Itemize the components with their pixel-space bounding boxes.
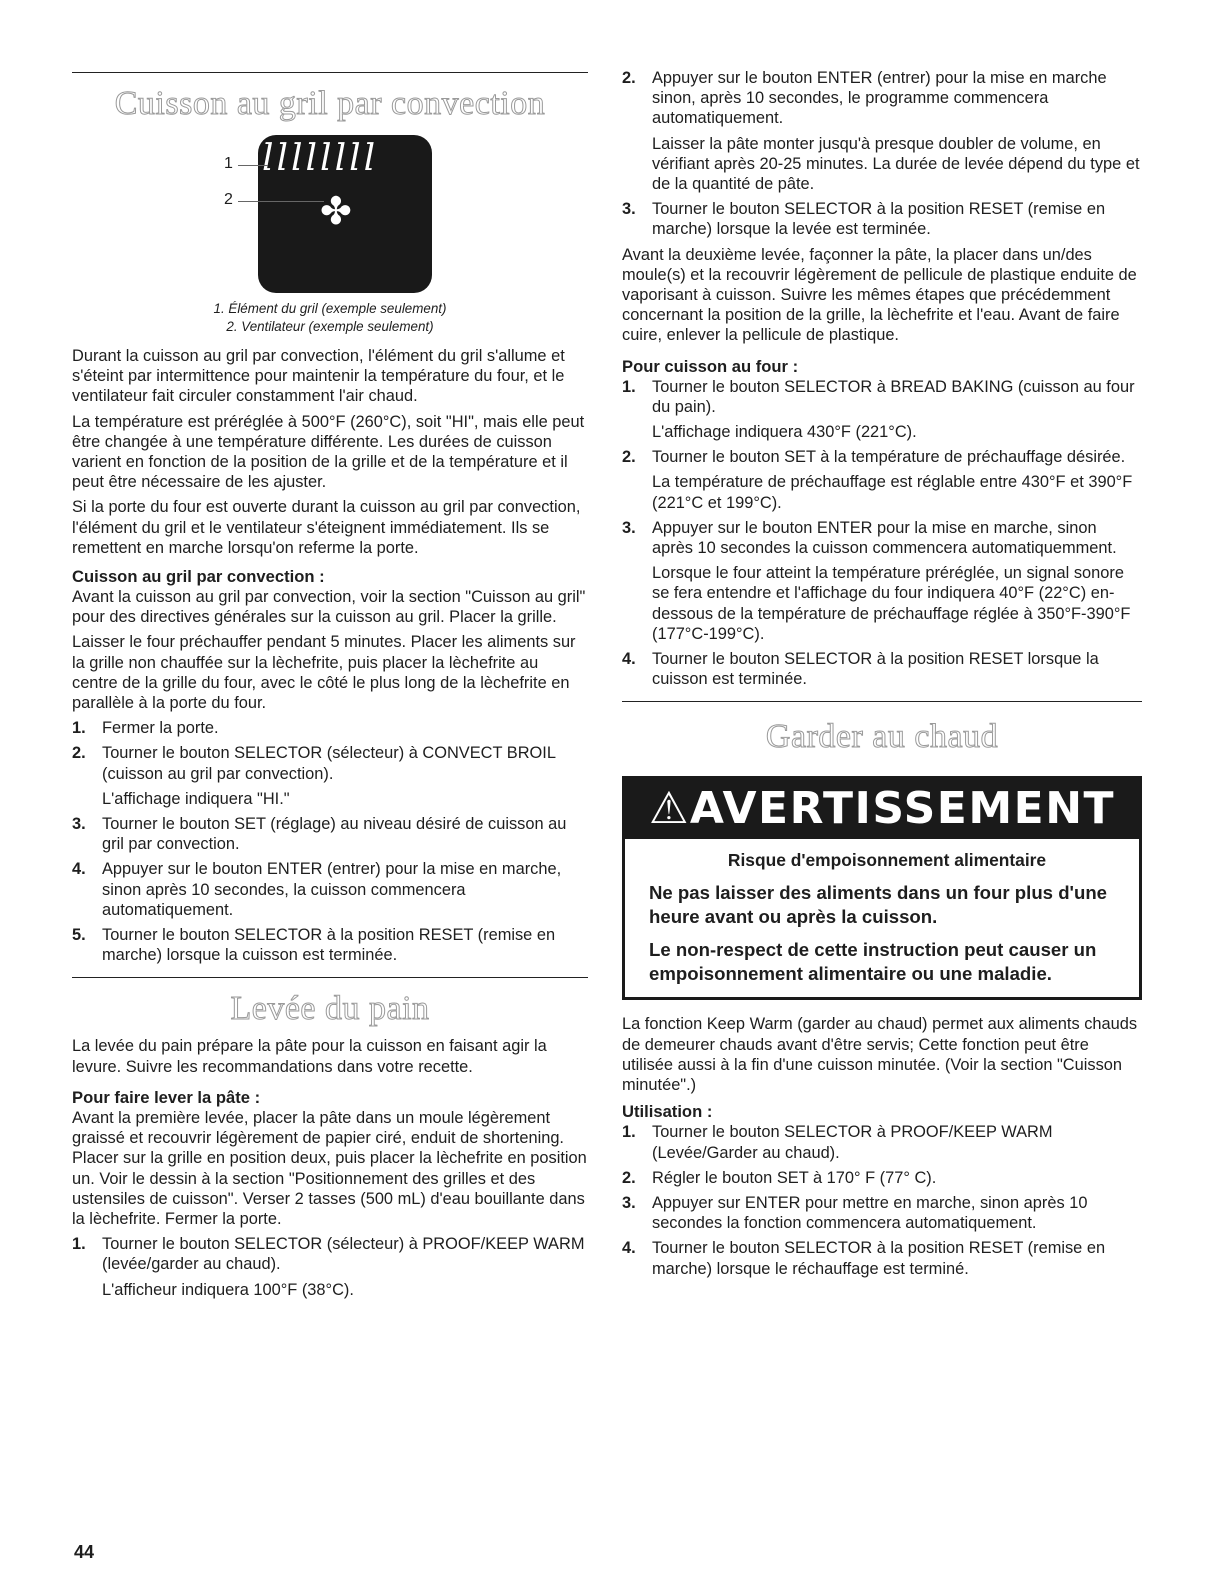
paragraph: Durant la cuisson au gril par convection, l'élément du gril s'allume et s'éteint par intermittence pour maintenir la température du four, et le ventilateur fait circuler constamment l'air chaud. [72, 347, 565, 406]
paragraph: Avant la première levée, placer la pâte dans un moule légèrement graissé et recouvrir légèrement de papier ciré, enduit de shortening. Placer sur la grille en position deux, puis placer la lèchefrite en position un. Voir le dessin à la section "Positionnement des grilles et des ustensiles de cuisson". Verser 2 tasses (500 mL) d'eau bouillante dans la lèchefrite. Fermer la porte. [72, 1108, 587, 1228]
list-item: 5. Tourner le bouton SELECTOR à la position RESET (remise en marche) lorsque la cuisson est terminée. [72, 926, 556, 965]
list-item: 2. Tourner le bouton SELECTOR (sélecteur) à CONVECT BROIL (cuisson au gril par convection). L'affichage indiquera "HI." [72, 743, 588, 809]
warning-box [622, 776, 1142, 1000]
list-item: 1. Tourner le bouton SELECTOR à PROOF/KEEP WARM (Levée/Garder au chaud). [622, 1123, 1053, 1162]
list-item: 2. Tourner le bouton SET à la température de préchauffage désirée. La température de préchauffage est réglable entre 430°F et 390°F (221°C et 199°C). [622, 447, 1142, 513]
step-note: L'affichage indiquera "HI." [102, 789, 290, 808]
broil-element-icon: llllllll [262, 138, 379, 179]
subheading: Pour faire lever la pâte : [72, 1087, 261, 1107]
right-column [622, 0, 1142, 1284]
warning-text: Ne pas laisser des aliments dans un four plus d'une heure avant ou après la cuisson. [649, 882, 1108, 927]
paragraph: Si la porte du four est ouverte durant la cuisson au gril par convection, l'élément du gril et le ventilateur s'éteignent immédiatement. Ils se remettent en marche lorsqu'on referme la porte. [72, 498, 581, 557]
warning-text: Le non-respect de cette instruction peut causer un empoisonnement alimentaire ou une maladie. [649, 939, 1097, 984]
convection-broil-steps [72, 718, 588, 965]
paragraph: Laisser le four préchauffer pendant 5 minutes. Placer les aliments sur la grille non chauffée sur la lèchefrite, puis placer la lèchefrite au centre de la grille du four, avec le côté le plus long de la lèchefrite en parallèle à la porte du four. [72, 633, 576, 713]
warning-body [625, 839, 1139, 997]
section-title-convection-broil: Cuisson au gril par convection [114, 85, 546, 122]
section-rule [72, 977, 588, 978]
list-item: 4. Appuyer sur le bouton ENTER (entrer) pour la mise en marche, sinon après 10 secondes, la cuisson commencera automatiquement. [72, 860, 562, 919]
callout-1-leader [238, 165, 268, 166]
fan-icon: ✤ [320, 191, 352, 233]
callout-1: 1 [224, 155, 233, 172]
list-item: 4. Tourner le bouton SELECTOR à la position RESET (remise en marche) lorsque le réchauffage est terminé. [622, 1239, 1106, 1278]
left-column [72, 0, 588, 1305]
paragraph: Avant la deuxième levée, façonner la pâte, la placer dans un/des moule(s) et la recouvrir légèrement de pellicule de plastique enduite de vaporisant à cuisson. Suivre les mêmes étapes que précédemment concernant la position de la grille, la lèchefrite et l'eau. Avant de faire cuire, enlever la pellicule de plastique. [622, 245, 1137, 345]
paragraph: Avant la cuisson au gril par convection, voir la section "Cuisson au gril" pour des directives générales sur la cuisson au gril. Placer la grille. [72, 588, 586, 627]
proofing-steps-continued [622, 68, 1142, 240]
list-item: 1. Tourner le bouton SELECTOR (sélecteur) à PROOF/KEEP WARM (levée/garder au chaud). L'afficheur indiquera 100°F (38°C). [72, 1234, 588, 1300]
oven-cavity-illustration [258, 135, 432, 293]
list-item: 3. Tourner le bouton SELECTOR à la position RESET (remise en marche) lorsque la levée est terminée. [622, 200, 1106, 239]
page-number: 44 [74, 1542, 95, 1562]
section-title-keep-warm: Garder au chaud [765, 718, 999, 756]
list-item: 1. Tourner le bouton SELECTOR à BREAD BAKING (cuisson au four du pain). L'affichage indiquera 430°F (221°C). [622, 377, 1142, 443]
subheading: Utilisation : [622, 1102, 713, 1122]
callout-2: 2 [224, 191, 233, 208]
warning-title: AVERTISSEMENT [689, 783, 1116, 835]
figure-caption-1: 1. Élément du gril (exemple seulement) [213, 301, 447, 316]
warning-triangle-icon: ⚠ [648, 783, 690, 835]
step-note: L'afficheur indiquera 100°F (38°C). [102, 1280, 354, 1299]
section-rule [622, 701, 1142, 702]
list-item: 3. Appuyer sur le bouton ENTER pour la mise en marche, sinon après 10 secondes la cuisson commencera automatiquemment. Lorsque le four atteint la température préréglée, un signal sonore se fera entendre et l'affichage du four indiquera 40°F (22°C) en-dessous de la température de préchauffage réglée à 350°F-390°F (177°C-199°C). [622, 518, 1142, 644]
list-item: 1. Fermer la porte. [72, 719, 219, 738]
proofing-steps [72, 1234, 588, 1300]
oven-diagram [72, 135, 588, 300]
figure-caption-2: 2. Ventilateur (exemple seulement) [226, 319, 434, 334]
subheading: Pour cuisson au four : [622, 356, 799, 376]
list-item: 3. Appuyer sur ENTER pour mettre en marche, sinon après 10 secondes la fonction commencera automatiquement. [622, 1193, 1088, 1233]
subheading: Cuisson au gril par convection : [72, 567, 325, 587]
keep-warm-steps [622, 1122, 1142, 1278]
step-note: L'affichage indiquera 430°F (221°C). [652, 423, 917, 442]
list-item: 4. Tourner le bouton SELECTOR à la position RESET lorsque la cuisson est terminée. [622, 650, 1099, 689]
step-note: Lorsque le four atteint la température préréglée, un signal sonore se fera entendre et l'affichage du four indiquera 40°F (22°C) en-dessous de la température de préchauffage réglée à 350°F-390°F (177°C-199°C). [652, 564, 1131, 643]
step-note: Laisser la pâte monter jusqu'à presque doubler de volume, en vérifiant après 20-25 minutes. La durée de levée dépend du type et de la quantité de pâte. [652, 134, 1140, 194]
warning-subheader: Risque d'empoisonnement alimentaire [727, 850, 1047, 871]
list-item: 2. Appuyer sur le bouton ENTER (entrer) pour la mise en marche sinon, après 10 secondes, le programme commencera automatiquement. Laisser la pâte monter jusqu'à presque doubler de volume, en vérifiant après 20-25 minutes. La durée de levée dépend du type et de la quantité de pâte. [622, 68, 1142, 194]
section-title-bread-proofing: Levée du pain [230, 990, 430, 1028]
section-rule [72, 72, 588, 73]
paragraph: La fonction Keep Warm (garder au chaud) permet aux aliments chauds de demeurer chauds avant d'être servis; Cette fonction peut être utilisée aussi à la fin d'une cuisson minutée. (Voir la section "Cuisson minutée".) [622, 1015, 1138, 1095]
paragraph: La température est préréglée à 500°F (260°C), soit "HI", mais elle peut être changée à une température différente. Les durées de cuisson varient en fonction de la position de la grille et de la température et il peut être nécessaire de les ajuster. [72, 412, 585, 492]
bread-baking-steps [622, 377, 1142, 690]
paragraph: La levée du pain prépare la pâte pour la cuisson en faisant agir la levure. Suivre les recommandations dans votre recette. [72, 1037, 547, 1076]
callout-2-leader [238, 201, 324, 202]
list-item: 2. Régler le bouton SET à 170° F (77° C). [622, 1168, 937, 1187]
warning-header [625, 779, 1139, 839]
list-item: 3. Tourner le bouton SET (réglage) au niveau désiré de cuisson au gril par convection. [72, 815, 567, 854]
step-note: La température de préchauffage est réglable entre 430°F et 390°F (221°C et 199°C). [652, 473, 1133, 512]
